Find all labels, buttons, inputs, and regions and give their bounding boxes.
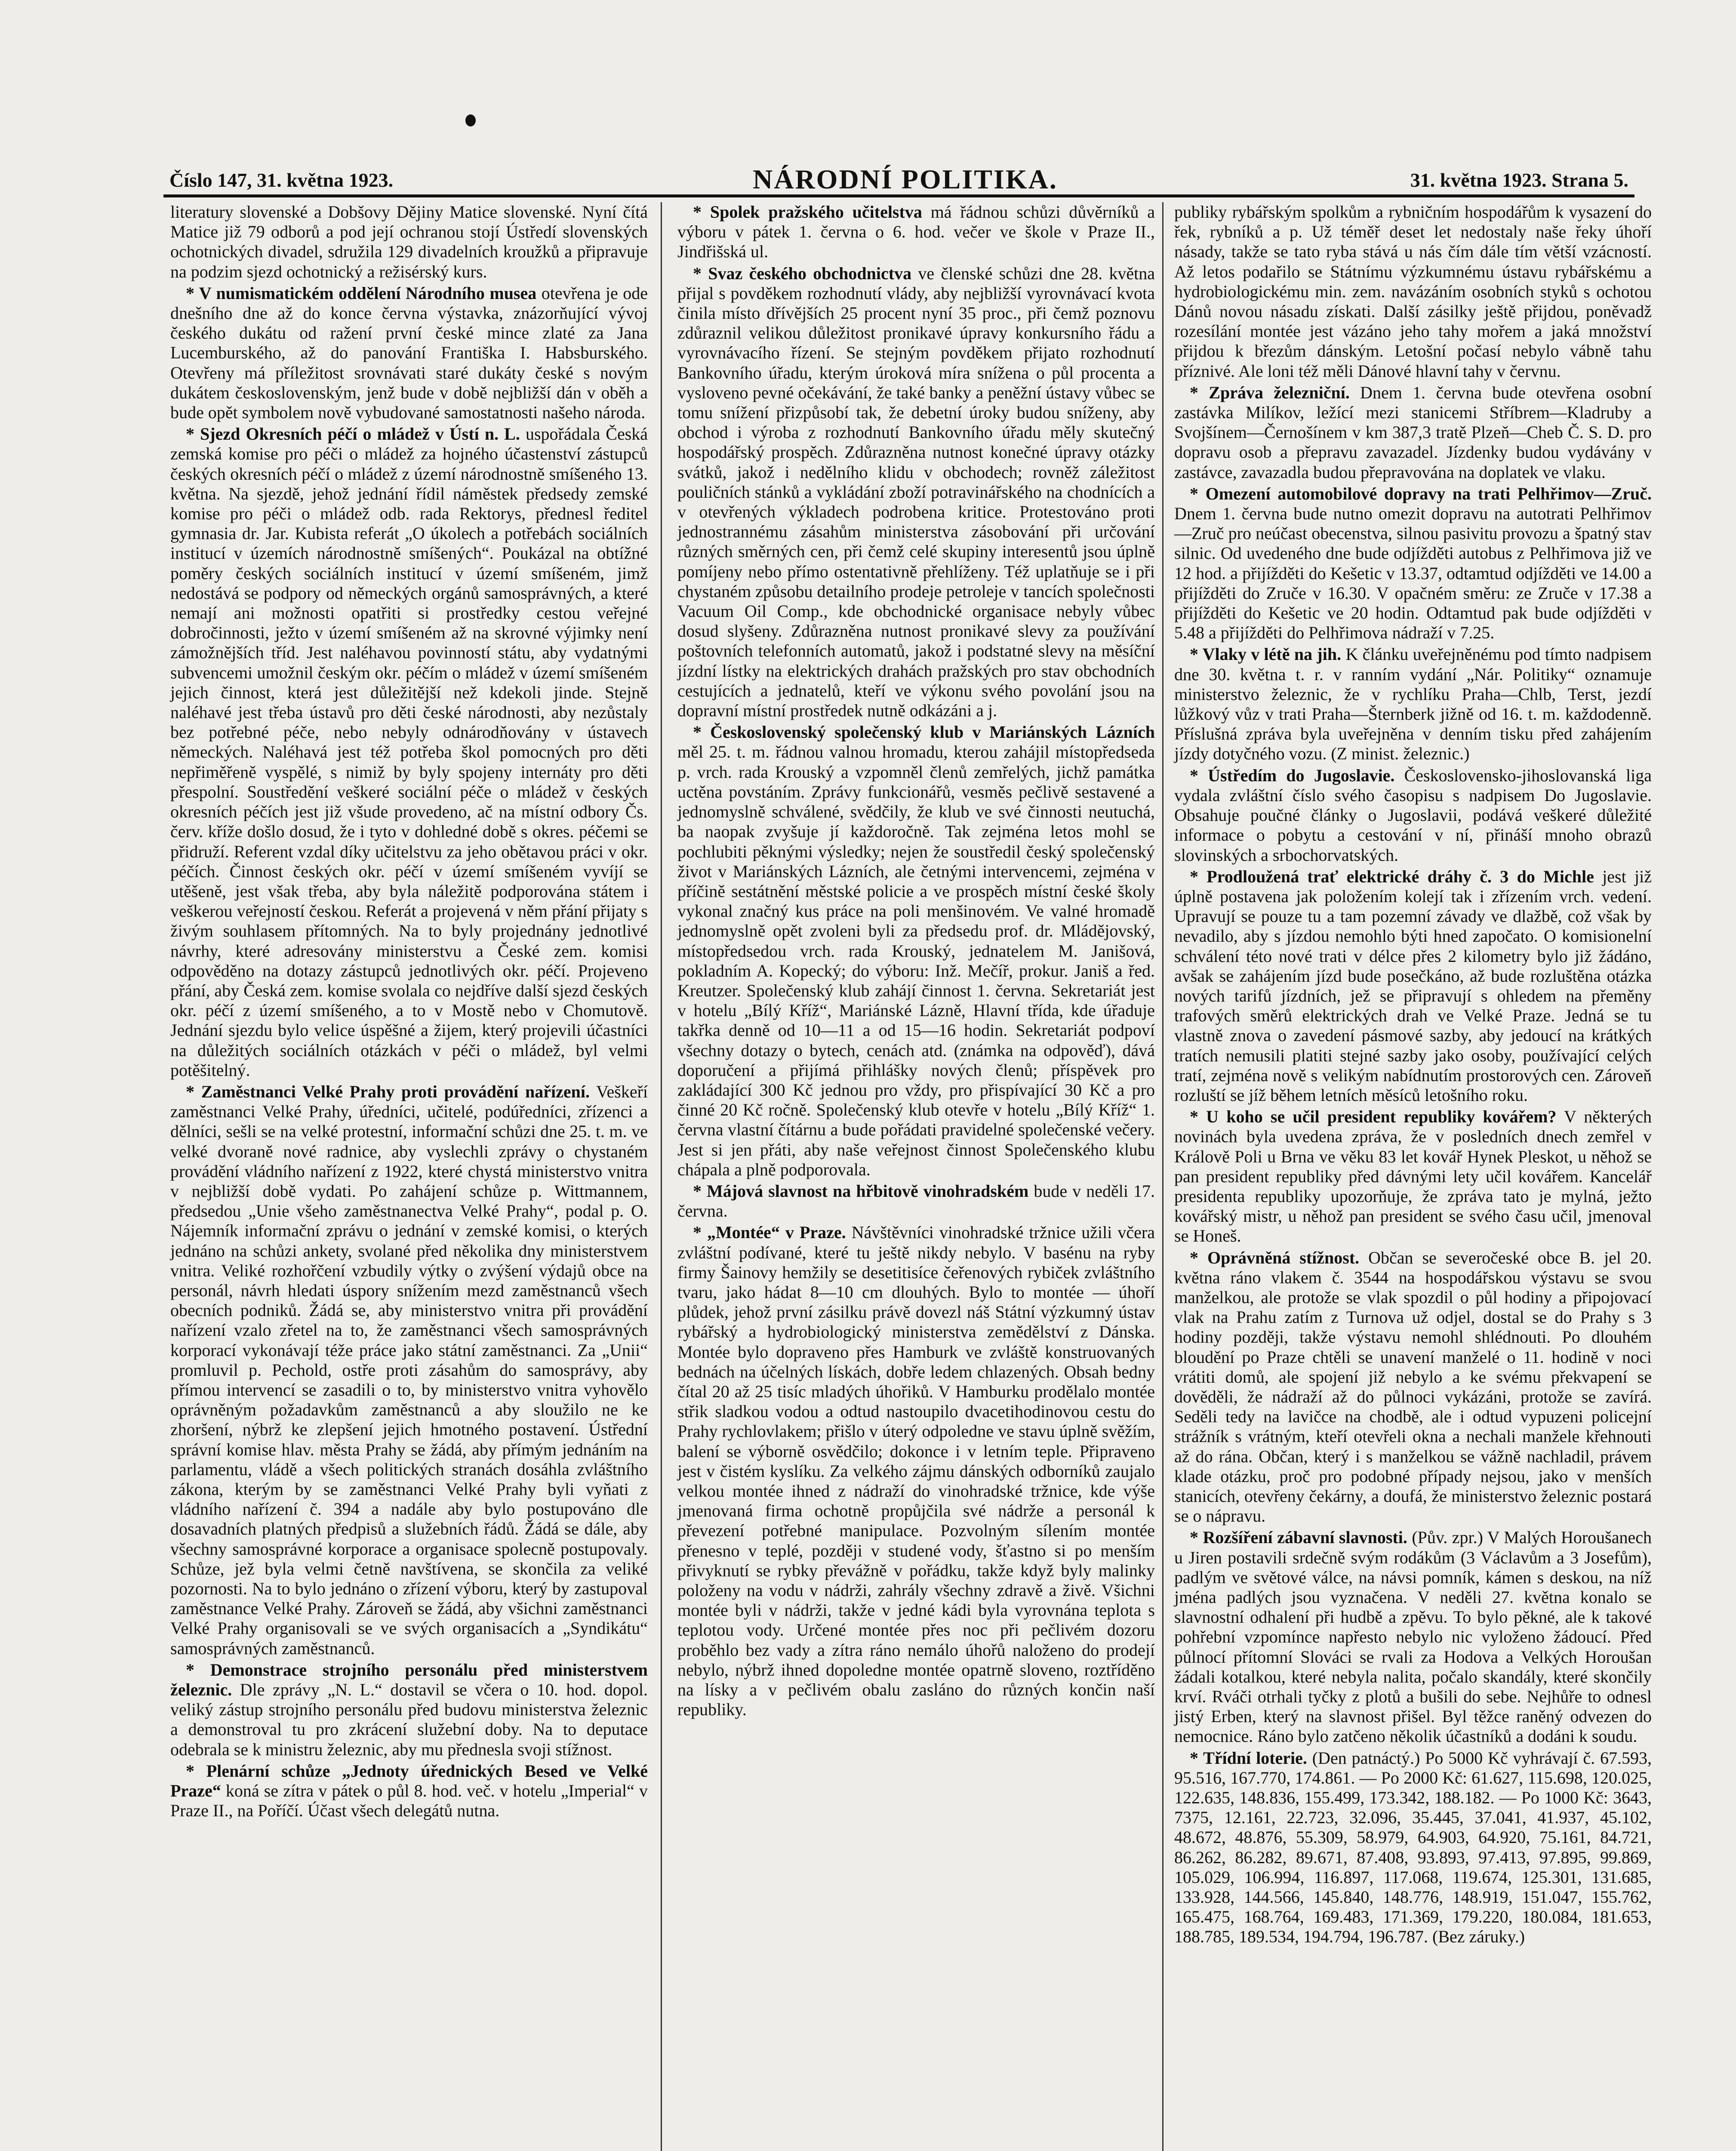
masthead-title: NÁRODNÍ POLITIKA. (753, 164, 1058, 194)
article-paragraph (677, 1181, 1155, 1221)
article-body: Návštěvníci vinohradské tržnice užili včera zvláštní podívané, které tu ještě nikdy nebylo. V basénu na ryby firmy Šainovy hemžily se desetitisíce čeřenových rybiček zvláštního tvaru, jako hádat 8—10 cm dlouhých. Bylo to montée — úhoří plůdek, jehož první zásilku právě dovezl náš Státní výzkumný ústav rybářský a hydrobiologický ministerstva zemědělství z Dánska. Montée bylo dopraveno přes Hamburk ve zvláště konstruovaných bednách na účelných lískách, dobře ledem chlazených. Obsah bedny čítal 20 až 25 tisíc mladých úhořiků. V Hamburku prodělalo montée střik sladkou vodou a odtud nastoupilo dvacetihodinovou cestu do Prahy rychlovlakem; přišlo v úterý odpoledne ve stavu úplně svěžím, balení se výborně osvědčilo; dokonce i v letním teple. Připraveno jest v čistém kyslíku. Za velkého zájmu dánských odborníků zaujalo velkou montée ihned z nádraží do vinohradské tržnice, kde výše jmenovaná firma ochotně propůjčila své nádrže a personál k převezení potřebné manipulace. Pozvolným sílením montée přenesno v teplé, později v studené vody, šťastno si po menším přivyknutí se rybky převážně v pořádku, takže když byly malinky položeny na vodu v nádrži, zahrály všechny zdravě a živě. Všichni montée byli v nádrži, takže v jedné kádi byla vyrovnána teplota s teplotou vody. Určené montée přes noc při pečlivém dozoru proběhlo bez vady a zítra ráno nemálo úhořů naloženo do prodejí nebylo, nýbrž ihned dopoledne montée opatrně sloveno, roztříděno na lísky a v pečlivém obalu zasláno do různých končin naší republiky. (677, 1223, 1155, 1720)
article-body: jest již úplně postavena jak položením kolejí tak i zřízením vrch. vedení. Upravují se pouze tu a tam pozemní závady ve dlažbě, což však by nevadilo, aby s jízdou nemohlo býti hned započato. O komisionelní schválení této nové trati v délce přes 2 kilometry bylo již žádáno, avšak se zahájením jízd bude posečkáno, až bude rozluštěna otázka nových tarifů jízdních, jež se připravují s ohledem na přeměny trafových směrů elektrických drah ve Velké Praze. Jedná se tu vlastně znova o zavedení pásmové sazby, aby jedoucí na krátkých tratích nemusili platiti stejné sazby jako osoby, používající celých tratí, zejména nově s velikým nabídnutím prostorových cen. Zároveň rozluští se jíž během letních měsíců letošního roku. (1174, 866, 1652, 1105)
column-2 (677, 202, 1155, 1720)
article-paragraph (677, 722, 1155, 1180)
article-body: Dle zprávy „N. L.“ dostavil se včera o 10. hod. dopol. veliký zástup strojního personálu před budovu ministerstva železnic a demonstroval tu pro zkrácení služební doby. Na to deputace odebrala se k ministru železnic, aby mu přednesla svoji stížnost. (170, 1680, 648, 1759)
article-paragraph (1174, 644, 1652, 764)
article-paragraph (1174, 867, 1652, 1105)
article-headline: * Svaz českého obchodnictva (693, 263, 912, 283)
article-headline: * Zaměstnanci Velké Prahy proti provádění nařízení. (186, 1082, 590, 1101)
article-paragraph (170, 424, 648, 1080)
article-body: má řádnou schůzi důvěrníků a výboru v pátek 1. června o 6. hod. večer ve škole v Praze II., Jindřišská ul. (677, 202, 1155, 262)
article-paragraph (170, 284, 648, 422)
article-paragraph (1174, 484, 1652, 643)
article-paragraph (677, 202, 1155, 262)
article-body: literatury slovenské a Dobšovy Dějiny Matice slovenské. Nyní čítá Matice již 79 odborů a pod její ochranou stojí Ústředí slovenských ochotnických divadel, sdružila 129 divadelních kroužků a připravuje na podzim sjezd ochotnický a režisérský kurs. (170, 202, 648, 281)
article-body: (Den patnáctý.) Po 5000 Kč vyhrávají č. 67.593, 95.516, 167.770, 174.861. — Po 2000 Kč: 61.627, 115.698, 120.025, 122.635, 148.836, 155.499, 173.342, 188.182. — Po 1000 Kč: 3643, 7375, 12.161, 22.723, 32.096, 35.445, 37.041, 41.937, 45.102, 48.672, 48.876, 55.309, 58.979, 64.903, 64.920, 75.161, 84.721, 86.262, 86.282, 89.671, 87.408, 93.893, 97.413, 97.895, 99.869, 105.029, 106.994, 116.897, 117.068, 119.674, 125.301, 131.685, 133.928, 144.566, 145.840, 148.776, 148.919, 151.047, 155.762, 165.475, 168.764, 169.483, 171.369, 179.220, 180.084, 181.653, 188.785, 189.534, 194.794, 196.787. (Bez záruky.) (1174, 1748, 1652, 1947)
article-headline: * Rozšíření zábavní slavnosti. (1190, 1528, 1407, 1547)
article-headline: * V numismatickém oddělení Národního musea (186, 283, 537, 303)
article-body: Veškeří zaměstnanci Velké Prahy, úředníci, učitelé, podúředníci, zřízenci a dělníci, sešli se na velké protestní, informační schůzi dne 25. t. m. ve velké dvoraně nové radnice, aby vyslechli zprávy o chystaném provádění vládního nařízení z 1922, které chystá ministerstvo vnitra v nejbližší době vydati. Po zahájení schůze p. Wittmannem, předsedou „Unie všeho zaměstnanectva Velké Prahy“, podal p. O. Nájemník informační zprávu o jednání v zemské komisi, o kterých jednáno na schůzi ankety, svolané před několika dny ministerstvem vnitra. Veliké rozhořčení vzbudily výtky o zvýšení výdajů obce na personál, návrh hledati úspory snížením mezd zaměstnanců všech obecních podniků. Žádá se, aby ministerstvo vnitra při provádění nařízení vzalo zřetel na to, že zaměstnanci všech samosprávných korporací vykonávají téže práce jako státní zaměstnanci. Za „Unii“ promluvil p. Pechold, ostře proti zásahům do samosprávy, aby přímou intervencí se zasadili o to, by ministerstvo vnitra vyhovělo oprávněným požadavkům zaměstnanců a aby sloužilo ne ke zhoršení, nýbrž ke zlepšení jejich hmotného postavení. Ústřední správní komise hlav. města Prahy se žádá, aby přímým jednáním na parlamentu, vládě a všech politických stranách dosáhla zvláštního zákona, kterým by se zaměstnanci Velké Prahy byli vyňati z vládního nařízení č. 394 a nadále aby bylo postupováno dle dosavadních platných předpisů a služebních řádů. Žádá se dále, aby všechny samosprávné korporace a organisace spolecně postupovaly. Schůze, jež byla velmi četně navštívena, se skončila za veliké pozornosti. Na to bylo jednáno o zřízení výboru, který by zastupoval zaměstnance Velké Prahy. Zároveň se žádá, aby všichni zaměstnanci Velké Prahy organisovali se ve svých organisacích a „Syndikátu“ samosprávných zaměstnanců. (170, 1082, 648, 1658)
article-paragraph (1174, 1748, 1652, 1947)
article-paragraph (1174, 383, 1652, 482)
article-body: Dnem 1. června bude otevřena osobní zastávka Milíkov, ležící mezi stanicemi Stříbrem—Kladruby a Svojšínem—Černošínem v km 387,3 tratě Plzeň—Cheb Č. S. D. pro dopravu osob a přepravu zavazadel. Jízdenky budou vydávány v zastávce, zavazadla budou přepravována na doplatek ve vlaku. (1174, 382, 1652, 482)
article-body: koná se zítra v pátek o půl 8. hod. več. v hotelu „Imperial“ v Praze II., na Poříčí. Účast všech delegátů nutna. (170, 1781, 648, 1821)
column-divider (1162, 202, 1163, 2151)
article-body: publiky rybářským spolkům a rybničním hospodářům k vysazení do řek, rybníků a p. Už téměř deset let nedostaly naše řeky úhoří násady, takže se tato ryba stává u nás čím dále tím větší vzácností. Až letos podařilo se Státnímu výzkumnému ústavu rybářskému a hydrobiologickému min. zem. navázáním osobních styků s ochotou Dánů novou násadu získati. Další zásilky ještě přijdou, poněvadž rozesílání montée jest vázáno jeho tahy mořem a jaká množství přijdou k březům dánským. Letošní počasí nebylo vábně tahu příznivé. Ale loni též měli Dánové hlavní tahy v červnu. (1174, 202, 1652, 381)
article-body: V některých novinách byla uvedena zpráva, že v posledních dnech zemřel v Králově Poli u Brna ve věku 83 let kovář Hynek Pleskot, u něhož se pan president republiky před dávnými lety učil kovářem. Kancelář presidenta republiky upozorňuje, že zpráva tato je mylná, ježto kovářský mistr, u něhož pan president se svého času učil, jmenoval se Honeš. (1174, 1107, 1652, 1246)
article-headline: * Československý společenský klub v Mariánských Lázních (693, 722, 1155, 742)
column-divider (661, 202, 662, 2151)
header-page-number: 31. května 1923. Strana 5. (1410, 169, 1628, 191)
article-headline: * „Montée“ v Praze. (693, 1223, 846, 1242)
article-body: Československo-jihoslovanská liga vydala zvláštní číslo svého časopisu s nadpisem Do Jugoslavie. Obsahuje poučné články o Jugoslavii, podává veškeré důležité informace o pobytu a cestování v ní, přináší mnoho obrazů slovinských a srbochorvatských. (1174, 765, 1652, 865)
article-headline: * Májová slavnost na hřbitově vinohradském (693, 1181, 1029, 1201)
article-paragraph (677, 264, 1155, 721)
article-body: K článku uveřejněnému pod tímto nadpisem dne 30. května t. r. v ranním vydání „Nár. Politiky“ oznamuje ministerstvo železnic, že v rychlíku Praha—Chlb, Terst, jezdí lůžkový vůz v trati Praha—Šternberk jižně od 16. t. m. každodenně. Příslušná zpráva byla uveřejněna v denním tisku před zahájením jízdy dotyčného vozu. (Z minist. železnic.) (1174, 644, 1652, 764)
article-headline: * Vlaky v létě na jih. (1190, 644, 1342, 664)
page-header (163, 163, 1634, 197)
article-body: bude v neděli 17. června. (677, 1181, 1155, 1221)
article-headline: * Demonstrace strojního personálu před ministerstvem železnic. (170, 1660, 648, 1700)
article-headline: * U koho se učil president republiky kovářem? (1190, 1107, 1557, 1127)
article-headline: * Omezení automobilové dopravy na trati Pelhřimov—Zruč. (1190, 484, 1652, 503)
article-headline: * Ústředím do Jugoslavie. (1190, 765, 1395, 785)
article-headline: * Třídní loterie. (1190, 1748, 1307, 1768)
article-paragraph (170, 202, 648, 282)
column-3 (1174, 202, 1652, 1947)
article-body: (Pův. zpr.) V Malých Horoušanech u Jiren postavili srdečně svým rodákům (3 Václavům a 3 Josefům), padlým ve světové válce, na návsi pomník, kámen s deskou, na níž jména padlých jsou vyznačena. V neděli 27. května konalo se slavnostní odhalení při hudbě a zpěvu. To bylo pěkné, ale k takové pohřební vzpomínce napřesto nebylo nic vyloženo žádoucí. Před půlnocí přítomní Slováci se rvali za Hodova a Velkých Horoušan žádali kotalkou, které nebyla nalita, počalo skandály, které skončily krví. Rváči otrhali tyčky z plotů a bušili do sebe. Nejhůře to odnesl jistý Erben, který na slavnost přišel. Byl těžce raněný odvezen do nemocnice. Ráno bylo zatčeno několik účastníků a dodáni k soudu. (1174, 1528, 1652, 1746)
column-1 (170, 202, 648, 1821)
article-paragraph (170, 1082, 648, 1658)
article-paragraph (1174, 1248, 1652, 1526)
article-headline: * Sjezd Okresních péčí o mládež v Ústí n. L. (186, 424, 520, 444)
article-paragraph (1174, 1107, 1652, 1246)
article-headline: * Prodloužená trať elektrické dráhy č. 3 do Michle (1190, 866, 1594, 886)
article-body: měl 25. t. m. řádnou valnou hromadu, kterou zahájil místopředseda p. vrch. rada Krouský a vzpomněl členů zemřelých, jichž památka uctěna povstáním. Zprávy funkcionářů, vesměs pečlivě sestavené a jednomyslně schválené, svědčily, že klub ve své činnosti neutuchá, ba naopak zvyšuje jí každoročně. Tak zejména letos mohl se pochlubiti pěknými výsledky; nejen že soustředil český společenský život v Mariánských Lázních, ale četnými intervencemi, zejména v příčině sestátnění městské policie a ve prospěch místní české školy vykonal značný kus práce na poli menšinovém. Ve valné hromadě jednomyslně opět zvoleni byli za předsedu prof. dr. Mládějovský, místopředsedou vrch. rada Krouský, jednatelem M. Janišová, pokladním A. Kopecký; do výboru: Inž. Mečíř, prokur. Janiš a řed. Kreutzer. Společenský klub zahájí činnost 1. června. Sekretariát jest v hotelu „Bílý Kříž“, Mariánské Lázně, Hlavní třída, kde úřaduje takřka denně od 10—11 a od 15—16 hodin. Sekretariát podpoví všechny dotazy o bytech, cenách atd. (známka na odpověď), dává doporučení a přijímá přihlášky nových členů; příspěvek pro zakládající 300 Kč jednou pro vždy, pro přispívající 30 Kč a pro činné 20 Kč ročně. Společenský klub otevře v hotelu „Bílý Kříž“ 1. června vlastní čítárnu a bude pořádati pravidelné společenské večery. Jest si jen přáti, aby naše veřejnost činnost Společenského klubu chápala a plně podporovala. (677, 742, 1155, 1179)
article-paragraph (170, 1660, 648, 1760)
header-issue-date: Číslo 147, 31. května 1923. (169, 169, 394, 191)
article-paragraph (1174, 1528, 1652, 1746)
ink-dot (465, 114, 476, 126)
article-paragraph (1174, 766, 1652, 865)
article-headline: * Zpráva železniční. (1190, 382, 1350, 402)
article-paragraph (170, 1761, 648, 1821)
article-paragraph (1174, 202, 1652, 381)
article-body: otevřena je ode dnešního dne až do konce června výstavka, znázorňující vývoj českého dukátu od ražení první české mince zlaté za Jana Lucemburského, až do panování Františka I. Habsburského. Otevřeny má příležitost srovnávati staré dukáty české s novým dukátem československým, jenž bude v době nejbližší dán v oběh a bude opět symbolem nově vybudované samostatnosti našeho národa. (170, 283, 648, 422)
article-body: ve členské schůzi dne 28. května přijal s povděkem rozhodnutí vlády, aby nejbližší vyrovnávací kvota činila místo dřívějších 25 procent nyní 35 proc., při čemž poznovu zdůraznil velikou důležitost pronikavé úpravy konkursního řádu a vyrovnávacího řízení. Se stejným povděkem přijato rozhodnutí Bankovního úřadu, kterým úroková míra snížena o půl procenta a vysloveno pevné očekávání, že také banky a peněžní ústavy vůbec se tomu snížení přizpůsobí tak, že debetní úroky budou sníženy, aby obchod i výroba z rozhodnutí Bankovního úřadu měly skutečný hospodářský prospěch. Zdůrazněna nutnost konečné úpravy otázky svátků, jakož i nedělního klidu v obchodech; rovněž záležitost pouličních stánků a vykládání zboží potravinářského na chodnících a v otevřených výkladech podrobena kritice. Protestováno proti jednostrannému zásahům ministerstva zásobování při určování různých směrných cen, při čemž celé skupiny interesentů jsou úplně pomíjeny nebo přímo ostentativně přehlíženy. Též uplatňuje se i při chystaném způsobu detailního prodeje petroleje v tancích společnosti Vacuum Oil Comp., kde obchodnické organisace nebyly vůbec dosud slyšeny. Zdůrazněna nutnost pronikavé slevy za používání poštovních telefonních automatů, jakož i podstatné slevy na měsíční jízdní lístky na elektrických drahách pražských pro stav obchodních cestujících a jednatelů, kteří ve výkonu svého povolání jsou na dopravní místní prostředek nutně odkázáni a j. (677, 263, 1155, 721)
article-headline: * Oprávněná stížnost. (1190, 1248, 1360, 1267)
article-paragraph (677, 1223, 1155, 1720)
article-body: Občan se severočeské obce B. jel 20. května ráno vlakem č. 3544 na hospodářskou výstavu se svou manželkou, ale protože se vlak spozdil o půl hodiny a připojovací vlak na Prahu zatím z Turnova už odjel, dostal se do Prahy s 3 hodiny později, takže výstavu nemohl shlédnouti. Po dlouhém bloudění po Praze chtěli se unavení manželé o 11. hodině v noci vrátiti domů, ale spojení již nebylo a ke svému překvapení se dověděli, že nádraží až do půlnoci vykázáni, protože se zavírá. Seděli tedy na lavičce na chodbě, ale i odtud vypuzeni policejní strážník s vrátným, kteří otevřeli okna a nechali manžele křehnouti až do rána. Občan, který i s manželkou se vážně nachladil, právem klade otázku, proč pro podobné případy nejsou, jako v menších stanicích, otevřeny čekárny, a doufá, že ministerstvo železnic postará se o nápravu. (1174, 1248, 1652, 1526)
article-body: Dnem 1. června bude nutno omezit dopravu na autotrati Pelhřimov—Zruč pro neúčast obecenstva, silnou pasivitu provozu a špatný stav silnic. Od uvedeného dne bude odjížděti autobus z Pelhřimova již ve 12 hod. a přijížděti do Kešetic v 13.37, odtamtud odjížděti ve 14.00 a přijížděti do Zruče v 16.30. V opačném směru: ze Zruče v 17.38 a přijížděti do Kešetic ve 20 hodin. Odtamtud pak bude odjížděti v 5.48 a přijížděti do Pelhřimova nádraží v 7.25. (1174, 504, 1652, 643)
article-body: uspořádala Česká zemská komise pro péči o mládež za hojného účastenství zástupců českých okresních péčí o mládež z území národnostně smíšeného 13. května. Na sjezdě, jehož jednání řídil náměstek předsedy zemské komise pro péči o mládež odb. rada Rektorys, přednesl ředitel gymnasia dr. Jar. Kubista referát „O úkolech a potřebách sociálních institucí v územích národnostně smíšených“. Poukázal na obtížné poměry českých sociálních institucí v území smíšeném, jimž nedostává se podpory od německých orgánů samosprávných, a které nemají ani možnosti opatřiti si prostředky cestou veřejné dobročinnosti, ježto v území smíšeném až na skrovné výjimky není zámožnějších tříd. Jest naléhavou povinností státu, aby vydatnými subvencemi umožnil českým okr. péčím o mládež v území smíšeném jejich činnost, která jest důležitější než kdekoli jinde. Stejně naléhavé jest třeba ústavů pro děti české národnosti, aby nezůstaly bez potřebné péče, nebo nebyly odnárodňovány v ústavech německých. Naléhavá jest též potřeba škol pomocných pro děti nepřiměřeně vyspělé, s nimiž by byly spojeny internáty pro děti přespolní. Soustředění veškeré sociální péče o mládež v českých okresních péčích jest již všude provedeno, ač na místní odbory Čs. červ. kříže došlo dosud, že i tyto v dohledné době s okres. péčemi se přidruží. Referent vzdal díky učitelstvu za jeho obětavou práci v okr. péčích. Činnost českých okr. péčí v území smíšeném vyvíjí se utěšeně, jest však třeba, aby byla náležitě podporována státem i veškerou veřejností českou. Referát a projevená v něm přání přijaty s živým souhlasem přítomných. Na to byly projednány jednotlivé návrhy, které adresovány ministerstvu a České zem. komisi odpověděno na dotazy zástupců jednotlivých okr. péčí. Projeveno přání, aby Česká zem. komise svolala co nejdříve další sjezd českých okr. péčí z území smíšeného, a to v Mostě nebo v Chomutově. Jednání sjezdu bylo velice úspěšné a žijem, který projevili účastníci na důležitých sociálních otázkách v péči o mládež, byl velmi potěšitelný. (170, 424, 648, 1080)
article-headline: * Plenární schůze „Jednoty úřednických Besed ve Velké Praze“ (170, 1761, 648, 1801)
article-headline: * Spolek pražského učitelstva (693, 202, 922, 222)
